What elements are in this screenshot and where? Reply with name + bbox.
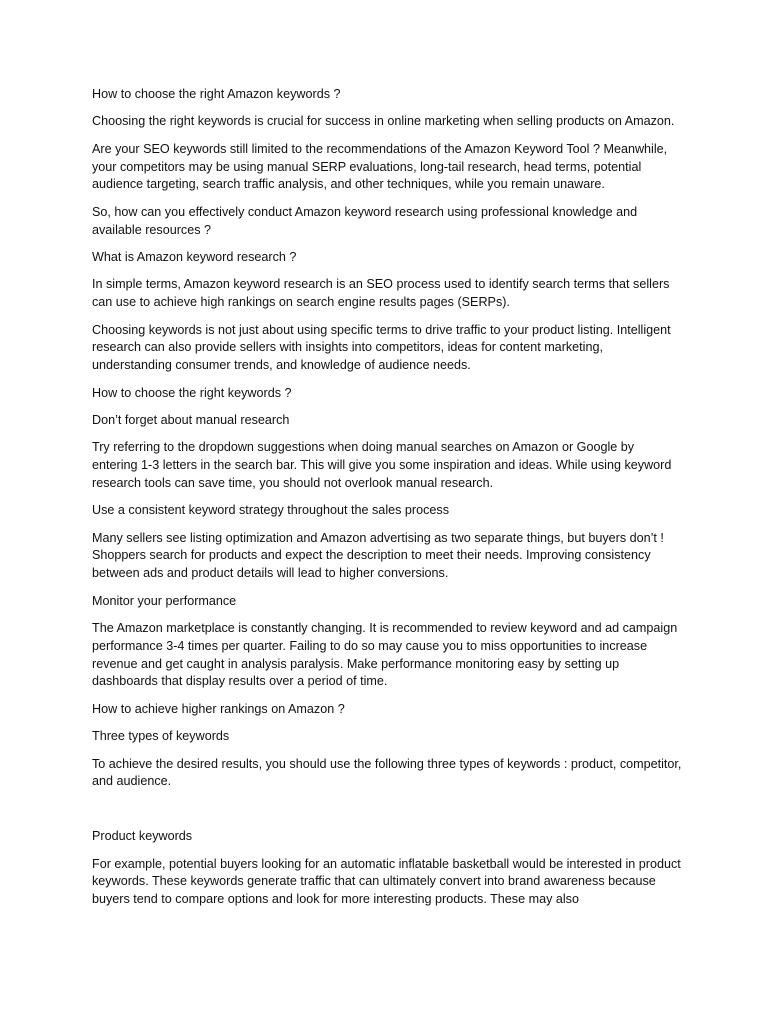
- heading-higher-rankings: How to achieve higher rankings on Amazon ?: [92, 701, 345, 716]
- blank-line: [92, 801, 682, 819]
- paragraph-three-types: To achieve the desired results, you should use the following three types of keywords : product, competitor, and audience.: [92, 756, 682, 789]
- heading-three-types: Three types of keywords: [92, 729, 230, 744]
- paragraph-choosing-keywords: Choosing keywords is not just about using specific terms to drive traffic to your product listing. Intelligent research can also provide sellers with insights into competitors, ideas for content marketing, understanding consumer trends, and knowledge of audience needs.: [92, 322, 671, 373]
- paragraph-product-keywords: For example, potential buyers looking for an automatic inflatable basketball would be interested in product keywords. These keywords generate traffic that can ultimately convert into brand awareness because buyers tend to compare options and look for more interesting products. These may also: [92, 856, 681, 907]
- paragraph-seo-keywords: Are your SEO keywords still limited to the recommendations of the Amazon Keyword Tool ? Meanwhile, your competitors may be using manual SERP evaluations, long-tail research, head terms, potential audience targeting, search traffic analysis, and other techniques, while you remain unaware.: [92, 141, 668, 192]
- paragraph-manual-research: Try referring to the dropdown suggestions when doing manual searches on Amazon or Google by entering 1-3 letters in the search bar. This will give you some inspiration and ideas. While using keyword research tools can save time, you should not overlook manual research.: [92, 440, 672, 490]
- paragraph-consistent-strategy: Many sellers see listing optimization and Amazon advertising as two separate things, but buyers don’t ! Shoppers search for products and expect the description to meet their needs. Improving consistency between ads and product details will lead to higher conversions.: [92, 530, 664, 581]
- paragraph-research-question: So, how can you effectively conduct Amazon keyword research using professional knowledge and available resources ?: [92, 204, 638, 237]
- heading-manual-research: Don’t forget about manual research: [92, 412, 290, 427]
- paragraph-intro: Choosing the right keywords is crucial for success in online marketing when selling products on Amazon.: [92, 114, 675, 129]
- heading-monitor-performance: Monitor your performance: [92, 593, 237, 608]
- heading-consistent-strategy: Use a consistent keyword strategy throughout the sales process: [92, 503, 450, 518]
- document-body: [92, 86, 682, 919]
- heading-choose-right-keywords: How to choose the right keywords ?: [92, 385, 292, 400]
- heading-what-is-research: What is Amazon keyword research ?: [92, 249, 297, 264]
- heading-product-keywords: Product keywords: [92, 829, 193, 844]
- paragraph-definition: In simple terms, Amazon keyword research is an SEO process used to identify search terms that sellers can use to achieve high rankings on search engine results pages (SERPs).: [92, 277, 670, 310]
- paragraph-monitor-performance: The Amazon marketplace is constantly changing. It is recommended to review keyword and ad campaign performance 3-4 times per quarter. Failing to do so may cause you to miss opportunities to increase revenue and get caught in analysis paralysis. Make performance monitoring easy by setting up dashboards that display results over a period of time.: [92, 621, 678, 689]
- heading-choose-amazon-keywords: How to choose the right Amazon keywords ?: [92, 87, 341, 101]
